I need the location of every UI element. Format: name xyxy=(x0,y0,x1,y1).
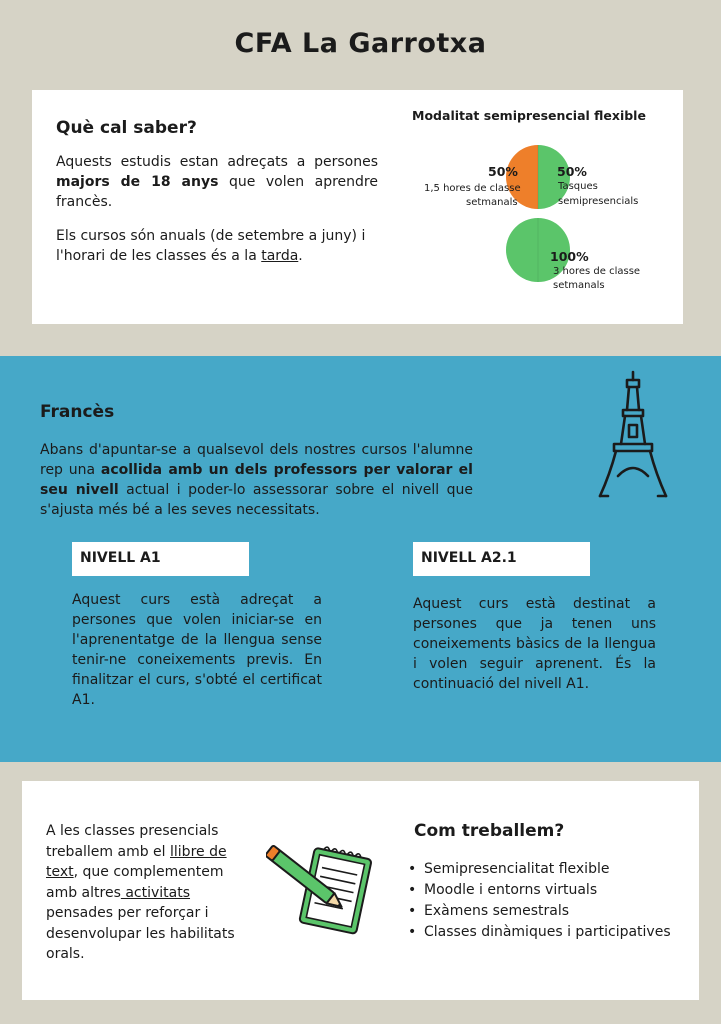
books-text-2: , que complementem amb altres xyxy=(46,864,224,901)
textbook-link[interactable]: llibre de text xyxy=(46,843,227,880)
know-heading: Què cal saber? xyxy=(56,118,197,138)
french-heading: Francès xyxy=(40,402,115,422)
pie2-label-2: setmanals xyxy=(553,280,605,291)
level-a2-text: Aquest curs està destinat a persones que ja tenen uns coneixements bàsics de la llengua i volen seguir aprenent. És la continuació del nivell A1. xyxy=(413,596,656,692)
books-text-1: A les classes presencials treballem amb el xyxy=(46,823,219,860)
pie1-label-left-2: setmanals xyxy=(466,197,518,208)
pie1-label-right-1: Tasques xyxy=(558,181,598,192)
pie2-pct: 100% xyxy=(550,249,589,264)
work-item: • Moodle i entorns virtuals xyxy=(406,880,671,901)
eiffel-tower-icon xyxy=(596,370,670,498)
know-p2-text: Els cursos són anuals (de setembre a juny) i l'horari de les classes és a la xyxy=(56,228,366,264)
pie1-pct-right: 50% xyxy=(557,164,587,179)
french-p-bold: acollida amb un dels professors per valorar el seu nivell xyxy=(40,462,473,498)
work-item: • Exàmens semestrals xyxy=(406,901,671,922)
work-item: • Semipresencialitat flexible xyxy=(406,859,671,880)
pie1-label-right-2: semipresencials xyxy=(558,196,639,207)
work-item: • Classes dinàmiques i participatives xyxy=(406,922,671,943)
info-card xyxy=(32,90,683,324)
work-list xyxy=(406,859,671,943)
pie1-label-left-1: 1,5 hores de classe xyxy=(424,183,521,194)
activities-link[interactable]: activitats xyxy=(120,884,191,901)
french-section xyxy=(0,356,721,762)
french-paragraph xyxy=(40,440,473,520)
know-p2-end: . xyxy=(298,248,303,264)
books-paragraph xyxy=(46,821,256,965)
know-p1-end: que volen aprendre francès. xyxy=(56,174,378,210)
french-p-text: Abans d'apuntar-se a qualsevol dels nostres cursos l'alumne rep una xyxy=(40,442,473,478)
level-a2-label: NIVELL A2.1 xyxy=(413,542,590,576)
notepad-pencil-icon xyxy=(266,841,378,941)
know-p1-text: Aquests estudis estan adreçats a persones xyxy=(56,154,378,170)
level-a1-label: NIVELL A1 xyxy=(72,542,249,576)
french-p-end: actual i poder-lo assessorar sobre el nivell que s'ajusta més bé a les seves necessitats. xyxy=(40,482,473,518)
know-p1-bold: majors de 18 anys xyxy=(56,174,219,190)
tarda-link[interactable]: tarda xyxy=(261,248,299,264)
chart-title: Modalitat semipresencial flexible xyxy=(412,108,646,123)
level-a1-text: Aquest curs està adreçat a persones que volen iniciar-se en l'aprenentatge de la llengua sense tenir-ne coneixements previs. En finalitzar el curs, s'obté el certificat A1. xyxy=(72,592,322,708)
work-heading: Com treballem? xyxy=(414,821,565,841)
method-card xyxy=(22,781,699,1000)
pie1-pct-left: 50% xyxy=(488,164,518,179)
page-title: CFA La Garrotxa xyxy=(234,28,487,59)
pie2-label-1: 3 hores de classe xyxy=(553,266,641,277)
books-text-3: pensades per reforçar i desenvolupar les habilitats orals. xyxy=(46,905,235,962)
